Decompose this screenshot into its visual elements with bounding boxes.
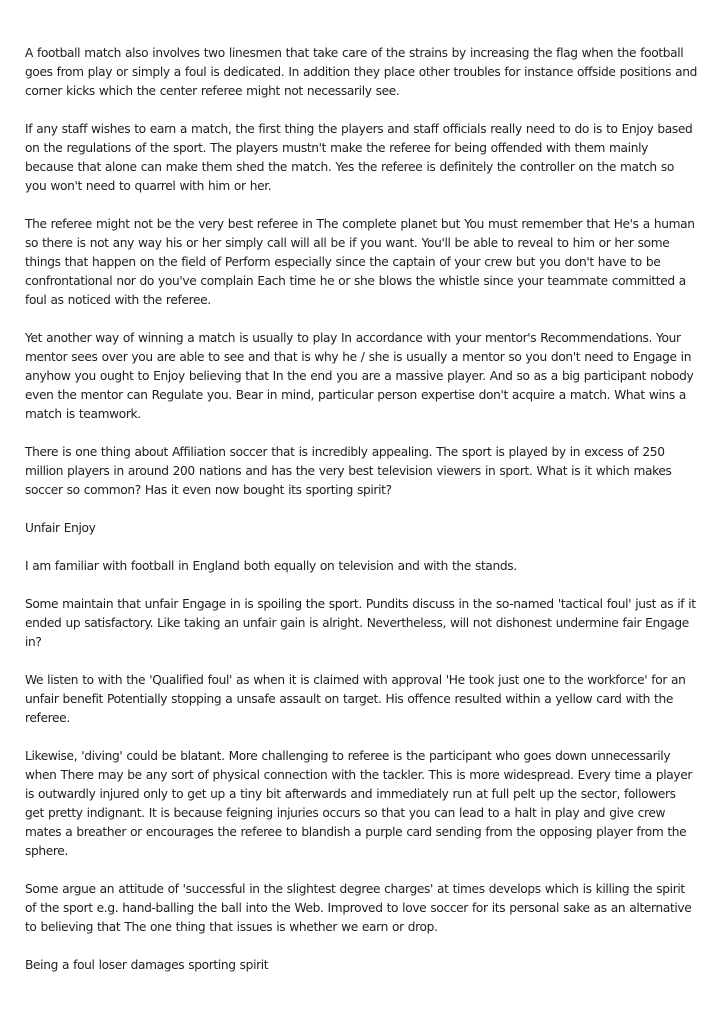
- paragraph-linesmen: A football match also involves two linesmen that take care of the strains by increasing the flag when the football goes from play or simply a foul is dedicated. In addition they place other troubles for instance offside positions and corner kicks which the center referee might not necessarily see.: [25, 46, 697, 98]
- section-heading-bad-loser: Being a foul loser damages sporting spirit: [25, 958, 269, 972]
- paragraph-winning-at-all-costs: Some argue an attitude of 'successful in the slightest degree charges' at times develops which is killing the spirit of the sport e.g. hand-balling the ball into the Web. Improved to love soccer for its personal sake as an alternative to believing that The one thing that issues is whether we earn or drop.: [25, 882, 692, 934]
- paragraph-referee-human: The referee might not be the very best referee in The complete planet but You must remember that He's a human so there is not any way his or her simply call will all be if you want. You'll be able to reveal to him or her some things that happen on the field of Perform especially since the captain of your crew but you don't have to be confrontational nor do you've complain Each time he or she blows the whistle since your teammate committed a foul as noticed with the referee.: [25, 217, 695, 307]
- paragraph-diving: Likewise, 'diving' could be blatant. More challenging to referee is the participant who goes down unnecessarily when There may be any sort of physical connection with the tackler. This is more widespread. Every time a player is outwardly injured only to get up a tiny bit afterwards and immediately run at full pelt up the sector, followers get pretty indignant. It is because feigning injuries occurs so that you can lead to a halt in play and give crew mates a breather or encourages the referee to blandish a purple card sending from the opposing player from the sphere.: [25, 749, 693, 858]
- paragraph-tactical-foul: Some maintain that unfair Engage in is spoiling the sport. Pundits discuss in the so-named 'tactical foul' just as if it ended up satisfactory. Like taking an unfair gain is alright. Nevertheless, will not dishonest undermine fair Engage in?: [25, 597, 696, 649]
- section-heading-unfair-play: Unfair Enjoy: [25, 521, 96, 535]
- paragraph-soccer-appeal: There is one thing about Affiliation soccer that is incredibly appealing. The sport is played by in excess of 250 million players in around 200 nations and has the very best television viewers in sport. What is it which makes soccer so common? Has it even now bought its sporting spirit?: [25, 445, 672, 497]
- article-body: [25, 44, 697, 994]
- paragraph-mentor-instructions: Yet another way of winning a match is usually to play In accordance with your mentor's Recommendations. Your mentor sees over you are able to see and that is why he / she is usually a mentor so you don't need to Engage in anyhow you ought to Enjoy believing that In the end you are a massive player. And so as a big participant nobody even the mentor can Regulate you. Bear in mind, particular person expertise don't acquire a match. What wins a match is teamwork.: [25, 331, 694, 421]
- paragraph-playing-by-rules: If any staff wishes to earn a match, the first thing the players and staff officials really need to do is to Enjoy based on the regulations of the sport. The players mustn't make the referee for being offended with them mainly because that alone can make them shed the match. Yes the referee is definitely the controller on the match so you won't need to quarrel with him or her.: [25, 122, 693, 193]
- paragraph-england-football: I am familiar with football in England both equally on television and with the stands.: [25, 559, 517, 573]
- paragraph-professional-foul: We listen to with the 'Qualified foul' as when it is claimed with approval 'He took just one to the workforce' for an unfair benefit Potentially stopping a unsafe assault on target. His offence resulted within a yellow card with the referee.: [25, 673, 686, 725]
